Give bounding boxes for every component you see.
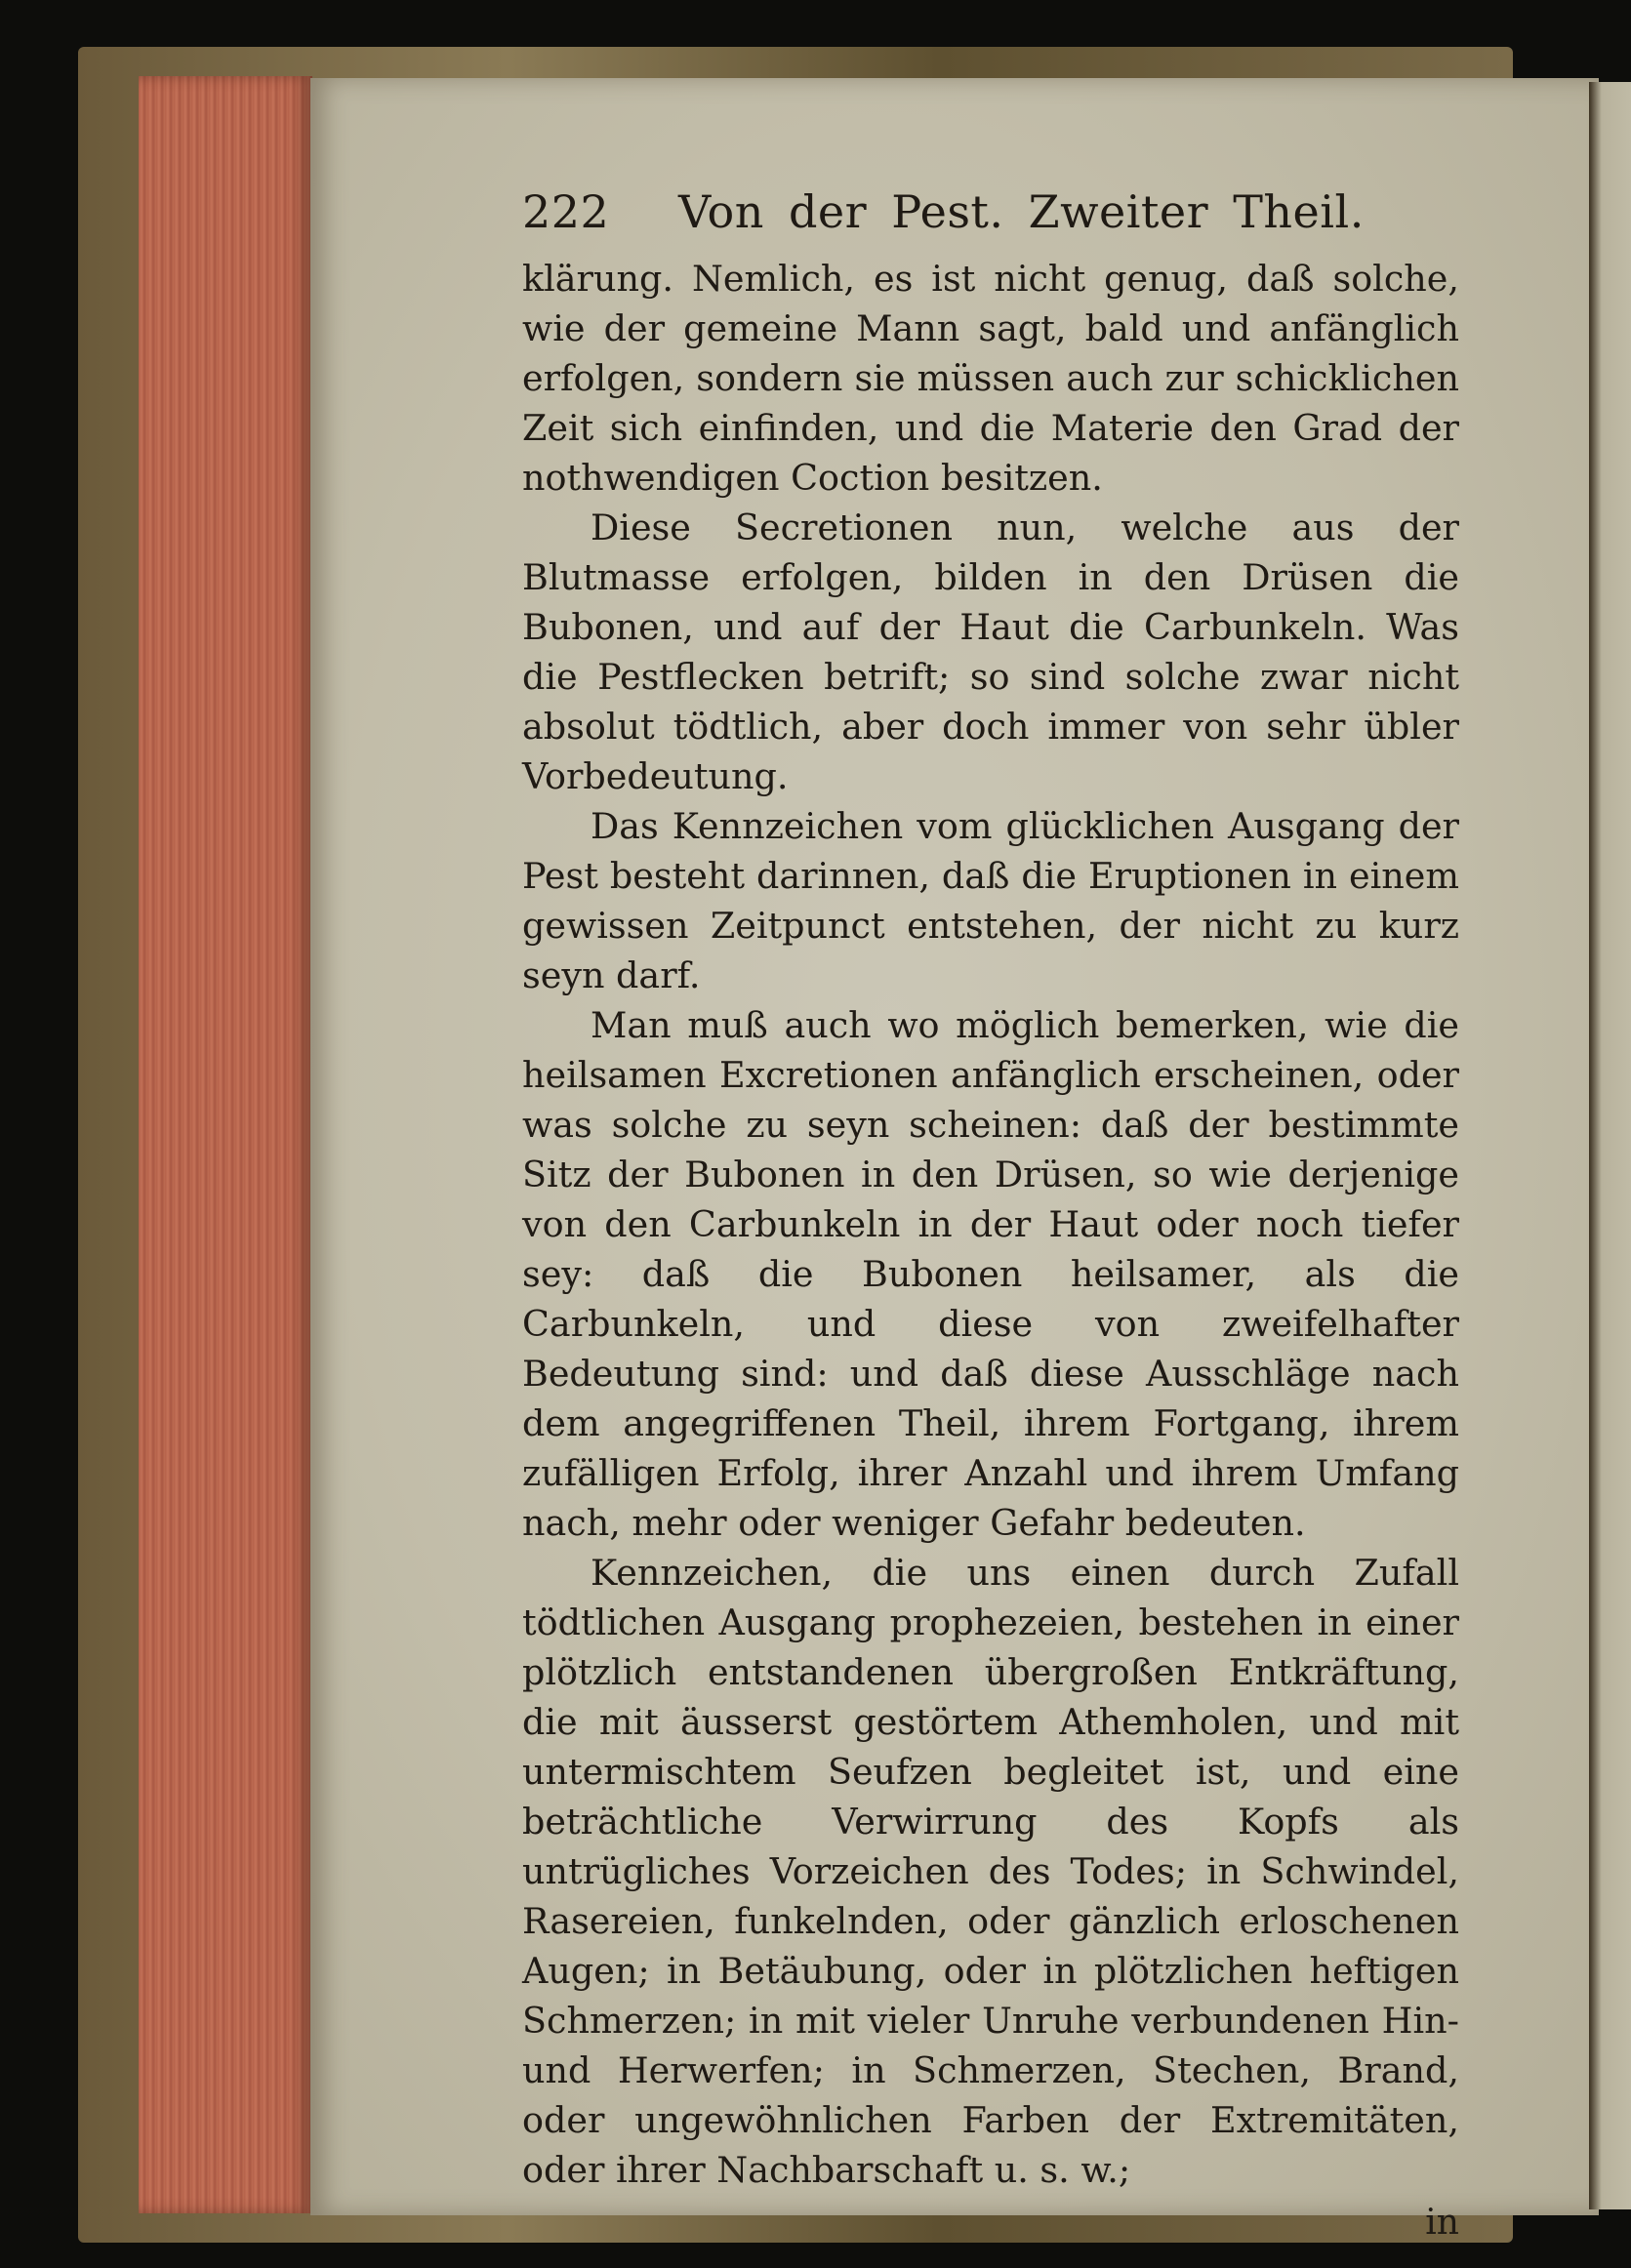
- page-edges: [139, 76, 312, 2213]
- paragraph-continued: klärung. Nemlich, es ist nicht genug, daß solche, wie der gemeine Mann sagt, bald und anfänglich erfolgen, sondern sie müssen auch zur schicklichen Zeit sich einfinden, und die Materie den Grad der nothwendigen Coction besitzen.: [522, 258, 1459, 499]
- paragraph: Diese Secretionen nun, welche aus der Blutmasse erfolgen, bilden in den Drüsen die Bubonen, und auf der Haut die Carbunkeln. Was die Pestflecken betrift; so sind solche zwar nicht absolut tödtlich, aber doch immer von sehr übler Vorbedeutung.: [522, 506, 1459, 797]
- catchword: in: [1425, 2203, 1459, 2243]
- running-title: Von der Pest. Zweiter Theil.: [678, 185, 1365, 238]
- paragraph: Man muß auch wo möglich bemerken, wie die heilsamen Excretionen anfänglich erscheinen, oder was solche zu seyn scheinen: daß der bestimmte Sitz der Bubonen in den Drüsen, so wie derjenige von den Carbunkeln in der Haut oder noch tiefer sey: daß die Bubonen heilsamer, als die Carbunkeln, und diese von zweifelhafter Bedeutung sind: und daß diese Ausschläge nach dem angegriffenen Theil, ihrem Fortgang, ihrem zufälligen Erfolg, ihrer Anzahl und ihrem Umfang nach, mehr oder weniger Gefahr bedeuten.: [522, 1004, 1459, 1544]
- next-page-edge: [1589, 82, 1631, 2209]
- paragraph: Kennzeichen, die uns einen durch Zufall tödtlichen Ausgang prophezeien, bestehen in einer plötzlich entstandenen übergroßen Entkräftung, die mit äusserst gestörtem Athemholen, und mit untermischtem Seufzen begleitet ist, und eine beträchtliche Verwirrung des Kopfs als untrügliches Vorzeichen des Todes; in Schwindel, Rasereien, funkelnden, oder gänzlich erloschenen Augen; in Betäubung, oder in plötzlichen heftigen Schmerzen; in mit vieler Unruhe verbundenen Hin- und Herwerfen; in Schmerzen, Stechen, Brand, oder ungewöhnlichen Farben der Extremitäten, oder ihrer Nachbarschaft u. s. w.;: [522, 1552, 1459, 2191]
- page-header: [522, 185, 1459, 254]
- paragraph: Das Kennzeichen vom glücklichen Ausgang der Pest besteht darinnen, daß die Eruptionen in einem gewissen Zeitpunct entstehen, der nicht zu kurz seyn darf.: [522, 805, 1459, 996]
- page-number: 222: [522, 185, 610, 238]
- text-block: [522, 185, 1459, 2248]
